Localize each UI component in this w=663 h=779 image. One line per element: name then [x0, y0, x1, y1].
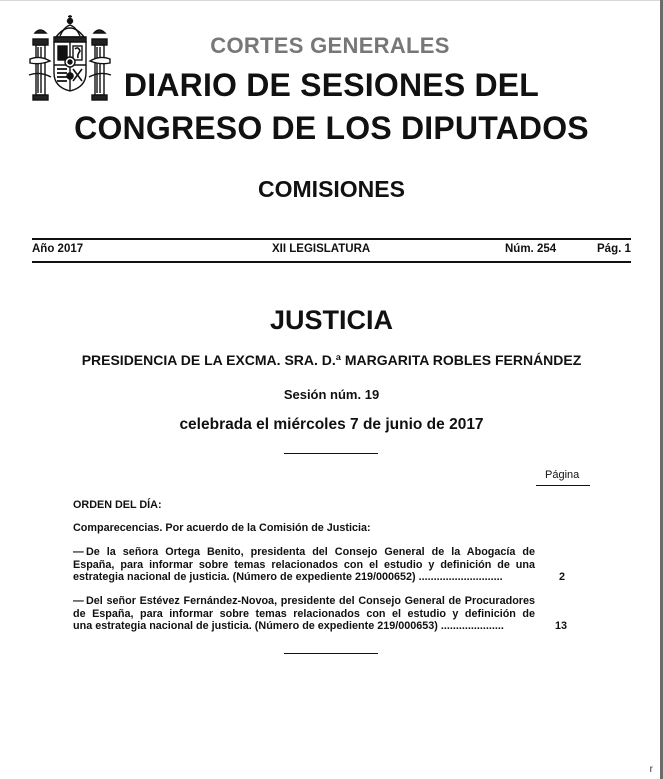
- page-top-edge: [0, 0, 663, 1]
- presidency-line: PRESIDENCIA DE LA EXCMA. SRA. D.ª MARGARITA ROBLES FERNÁNDEZ: [81, 352, 582, 368]
- agenda-item: [73, 595, 535, 635]
- session-date: celebrada el miércoles 7 de junio de 2017: [179, 416, 484, 433]
- issue-header-bar: [32, 243, 631, 259]
- agenda-item-line: una estrategia nacional de justicia. (Número de expediente 219/000653) .....................: [73, 620, 504, 632]
- section-title: COMISIONES: [258, 176, 405, 202]
- order-of-day-heading: ORDEN DEL DÍA:: [73, 499, 162, 511]
- appearances-subheading: Comparecencias. Por acuerdo de la Comisión de Justicia:: [73, 522, 371, 534]
- agenda-item-page: 13: [555, 620, 568, 632]
- issue-page: Pág. 1: [597, 243, 631, 255]
- divider-short: [284, 453, 378, 454]
- publisher-name-text: CORTES GENERALES: [210, 33, 450, 58]
- agenda-item-dash: —: [73, 546, 84, 558]
- agenda-item-line: España, para informar sobre temas relacionados con el estudio y definición de una: [73, 558, 535, 571]
- committee-title: JUSTICIA: [269, 305, 394, 335]
- agenda-item-line: estrategia nacional de justicia. (Número de expediente 219/000652) ............................: [73, 571, 503, 583]
- issue-number: Núm. 254: [505, 243, 557, 255]
- header-rule-top: [32, 238, 631, 240]
- session-number: Sesión núm. 19: [283, 387, 380, 402]
- agenda-item-line: de España, para informar sobre temas relacionados con el estudio y definición de: [73, 607, 535, 620]
- corner-mark: r: [649, 764, 653, 775]
- header-rule-bottom: [32, 261, 631, 263]
- issue-year: Año 2017: [32, 243, 84, 255]
- agenda-item-line: Del señor Estévez Fernández-Novoa, presidente del Consejo General de Procuradores: [86, 595, 535, 607]
- agenda-item-dash: —: [73, 595, 84, 607]
- journal-title-line-1: DIARIO DE SESIONES DEL: [123, 67, 540, 103]
- page-column-label: Página: [545, 469, 580, 481]
- agenda-item-line: De la señora Ortega Benito, presidenta del Consejo General de la Abogacía de: [86, 546, 535, 558]
- page-column-underline: [536, 485, 590, 486]
- agenda-item-text: [86, 546, 535, 559]
- journal-title-line-2: CONGRESO DE LOS DIPUTADOS: [74, 110, 589, 146]
- agenda-item-text-cont: [73, 559, 535, 584]
- divider-short-bottom: [284, 653, 378, 654]
- issue-legislature: XII LEGISLATURA: [272, 243, 371, 255]
- agenda-item-text: [86, 595, 535, 608]
- agenda-item: [73, 546, 535, 586]
- agenda-item-text-cont: [73, 608, 535, 633]
- agenda-item-page: 2: [559, 571, 566, 583]
